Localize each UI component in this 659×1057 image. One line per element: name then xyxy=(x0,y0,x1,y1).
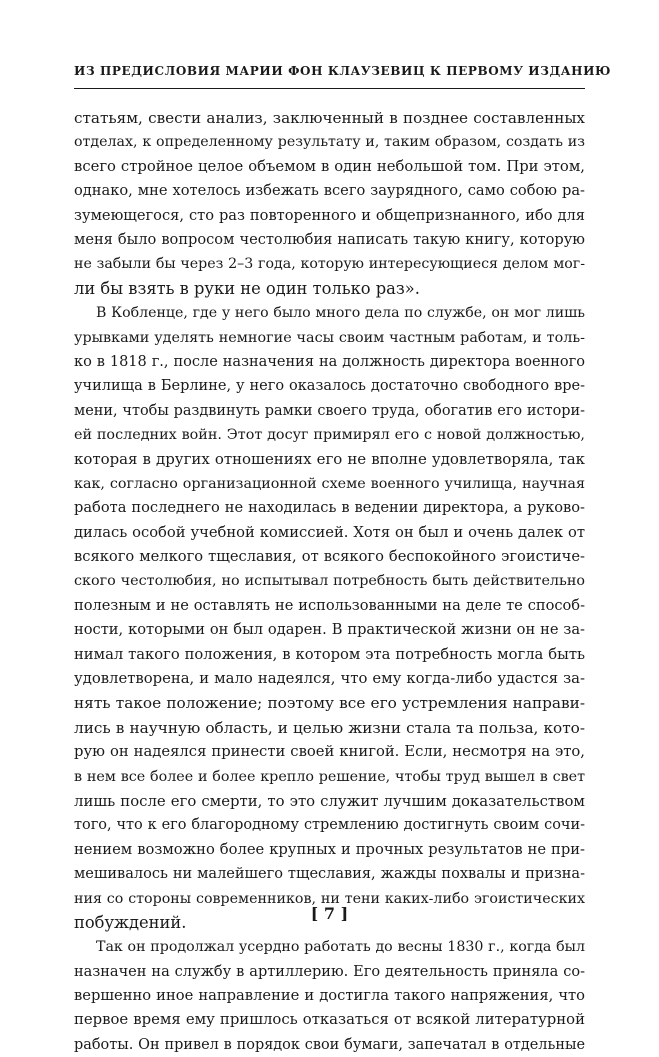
paragraph-3 xyxy=(74,935,585,1057)
text-line: В Кобленце, где у него было много дела по службе, он мог лишь xyxy=(96,305,585,322)
text-line: вершенно иное направление и достигла такого напряжения, что xyxy=(74,987,585,1005)
running-head: ИЗ ПРЕДИСЛОВИЯ МАРИИ ФОН КЛАУЗЕВИЦ К ПЕРВОМУ ИЗДАНИЮ xyxy=(74,64,612,78)
text-line: полезным и не оставлять не использованными на деле те способ- xyxy=(74,596,585,614)
text-line: зумеющегося, сто раз повторенного и общепризнанного, ибо для xyxy=(74,206,585,224)
text-line: лишь после его смерти, то это служит лучшим доказательством xyxy=(74,791,585,810)
text-line: работа последнего не находилась в ведении директора, а руково- xyxy=(74,499,585,517)
text-line: училища в Берлине, у него оказалось достаточно свободного вре- xyxy=(74,378,585,395)
text-line: статьям, свести анализ, заключенный в позднее составленных xyxy=(74,109,585,127)
text-line: всякого мелкого тщеславия, от всякого беспокойного эгоистиче- xyxy=(74,548,585,566)
text-line: ли бы взять в руки не один только раз». xyxy=(74,278,420,298)
text-line: ния со стороны современников, ни тени каких-либо эгоистических xyxy=(74,890,585,907)
text-line: мешивалось ни малейшего тщеславия, жажды похвалы и призна- xyxy=(74,866,585,883)
text-line: как, согласно организационной схеме военного училища, научная xyxy=(74,475,585,492)
text-line: ей последних войн. Этот досуг примирял его с новой должностью, xyxy=(74,427,585,444)
header-rule xyxy=(74,88,585,89)
text-line: мени, чтобы раздвинуть рамки своего труда, обогатив его истори- xyxy=(74,402,585,419)
text-line: однако, мне хотелось избежать всего заурядного, само собою ра- xyxy=(74,182,585,200)
page-number: [ 7 ] xyxy=(310,904,349,923)
paragraph-2 xyxy=(74,301,585,935)
text-line: нимал такого положения, в котором эта потребность могла быть xyxy=(74,645,585,663)
text-line: урывками уделять немногие часы своим частным работам, и толь- xyxy=(74,329,585,346)
text-line: назначен на службу в артиллерию. Его деятельность приняла со- xyxy=(74,963,585,980)
text-line: Так он продолжал усердно работать до весны 1830 г., когда был xyxy=(96,939,585,956)
text-line: ко в 1818 г., после назначения на должность директора военного xyxy=(74,353,585,370)
text-line: нять такое положение; поэтому все его устремления направи- xyxy=(74,694,585,713)
text-line: работы. Он привел в порядок свои бумаги, запечатал в отдельные xyxy=(74,1036,585,1053)
text-line: рую он надеялся принести своей книгой. Если, несмотря на это, xyxy=(74,743,585,761)
text-line: всего стройное целое объемом в один небольшой том. При этом, xyxy=(74,157,585,175)
text-line: дилась особой учебной комиссией. Хотя он был и очень далек от xyxy=(74,523,585,541)
text-line: которая в других отношениях его не вполне удовлетворяла, так xyxy=(74,450,585,469)
text-line: первое время ему пришлось отказаться от всякой литературной xyxy=(74,1011,585,1029)
text-line: ского честолюбия, но испытывал потребность быть действительно xyxy=(74,573,585,590)
paragraph-1 xyxy=(74,106,585,301)
text-line: нением возможно более крупных и прочных результатов не при- xyxy=(74,840,585,858)
text-line: не забыли бы через 2–3 года, которую интересующиеся делом мог- xyxy=(74,256,585,273)
text-line: лись в научную область, и целью жизни стала та польза, кото- xyxy=(74,718,585,737)
text-line: в нем все более и более крепло решение, чтобы труд вышел в свет xyxy=(74,768,585,785)
text-line: отделах, к определенному результату и, таким образом, создать из xyxy=(74,134,585,151)
text-line: меня было вопросом честолюбия написать такую книгу, которую xyxy=(74,230,585,248)
text-line: удовлетворена, и мало надеялся, что ему когда-либо удастся за- xyxy=(74,669,585,687)
text-line: ности, которыми он был одарен. В практической жизни он не за- xyxy=(74,621,585,639)
text-line: того, что к его благородному стремлению достигнуть своим сочи- xyxy=(74,817,585,834)
text-line: побуждений. xyxy=(74,912,187,932)
